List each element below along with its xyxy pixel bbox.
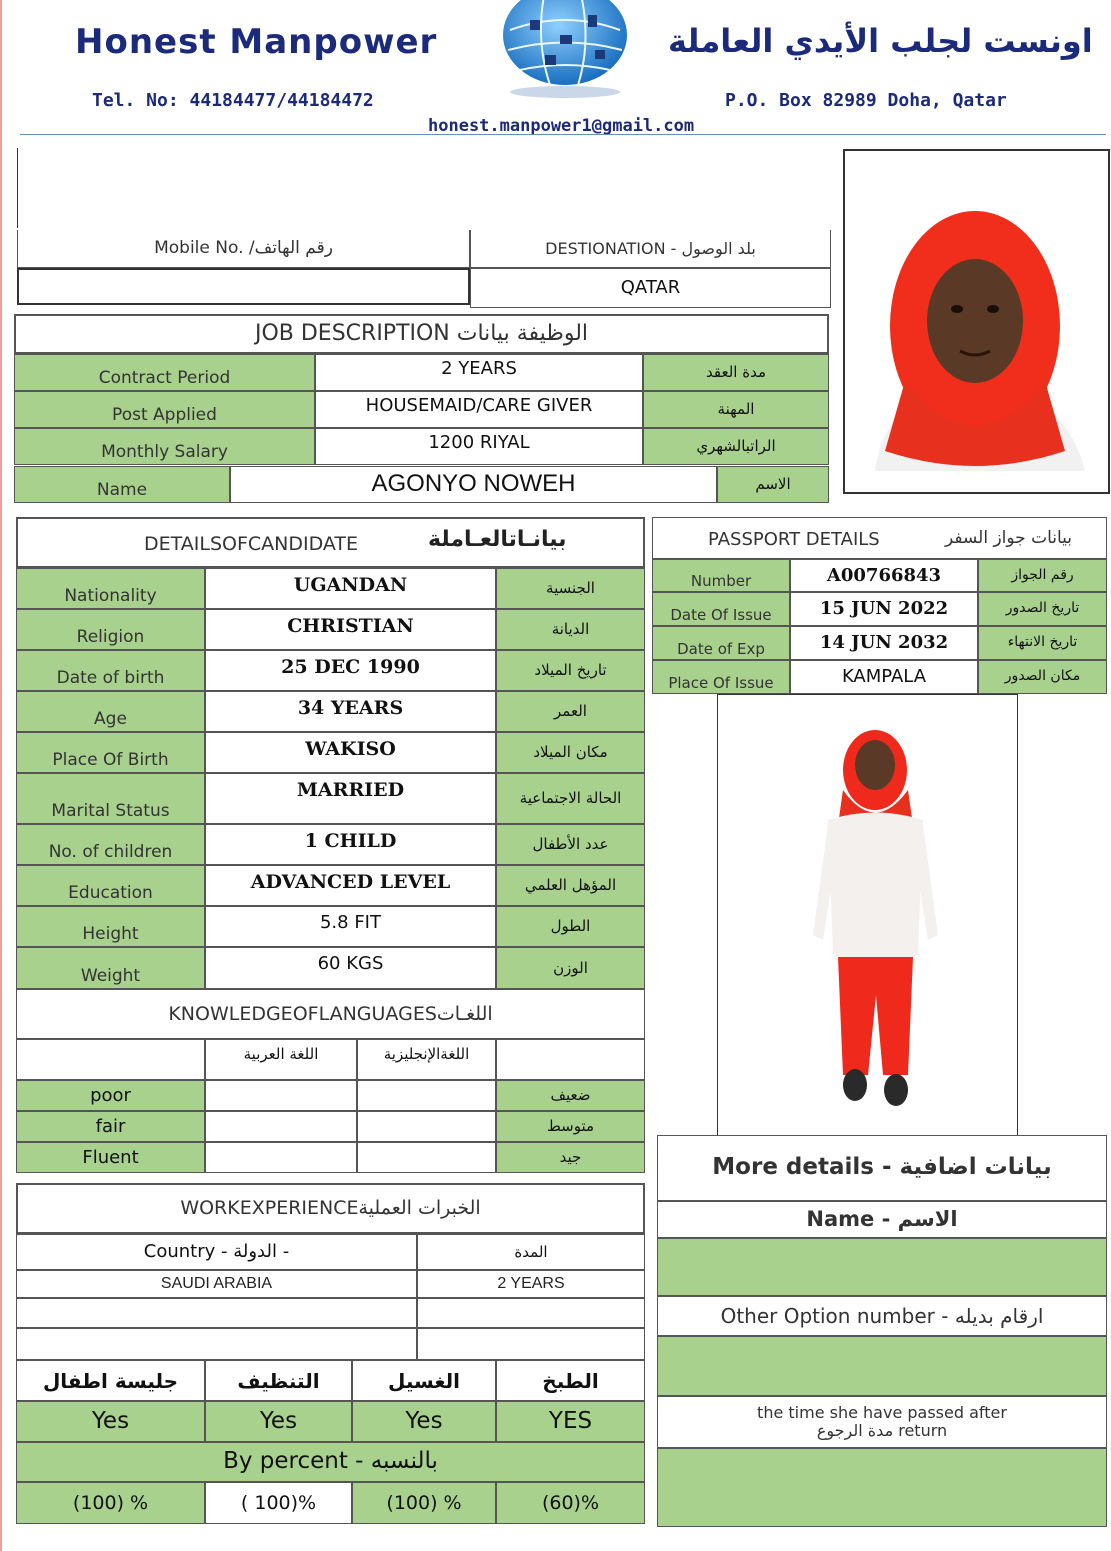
passport-row-value: 15 JUN 2022 [790, 592, 978, 626]
job-description-title: JOB DESCRIPTION الوظيفة بيانات [14, 314, 829, 354]
name-value: AGONYO NOWEH [230, 466, 717, 503]
more-details-title: More details - بيانات اضافية [657, 1135, 1107, 1201]
passport-row-label: Number [652, 559, 790, 592]
work-country: SAUDI ARABIA [16, 1270, 417, 1298]
candidate-row-label: Education [16, 865, 205, 906]
candidate-row-value: 34 YEARS [205, 691, 496, 732]
candidate-row-label: Weight [16, 947, 205, 989]
candidate-row-value: 5.8 FIT [205, 906, 496, 947]
globe-logo-icon [500, 0, 630, 100]
full-body-photo [717, 694, 1018, 1139]
languages-header-blank-right [496, 1039, 645, 1080]
candidate-row-label: Religion [16, 609, 205, 650]
language-arabic-cell [205, 1142, 357, 1173]
job-row-label-arabic: الراتبالشهري [643, 428, 829, 465]
top-left-border [17, 148, 18, 228]
skill-percent: (60)% [496, 1482, 645, 1524]
candidate-row-value: 1 CHILD [205, 824, 496, 865]
name-label-arabic: الاسم [717, 466, 829, 503]
skill-value: Yes [352, 1401, 496, 1442]
work-experience-title: WORKEXPERIENCEالخبرات العملية [16, 1183, 645, 1234]
language-arabic-header: اللغة العربية [205, 1039, 357, 1080]
telephone: Tel. No: 44184477/44184472 [92, 90, 374, 111]
language-level-label: fair [16, 1111, 205, 1142]
job-row-label: Contract Period [14, 354, 315, 391]
other-option-label: Other Option number - ارقام بديله [657, 1296, 1107, 1336]
candidate-row-value: 25 DEC 1990 [205, 650, 496, 691]
return-time-label: the time she have passed after مدة الرجوع return [657, 1396, 1107, 1448]
percent-label: By percent - بالنسبه [16, 1442, 645, 1482]
passport-row-value: A00766843 [790, 559, 978, 592]
job-row-label: Post Applied [14, 391, 315, 428]
candidate-row-label-arabic: الديانة [496, 609, 645, 650]
passport-row-value: 14 JUN 2032 [790, 626, 978, 660]
candidate-row-label-arabic: المؤهل العلمي [496, 865, 645, 906]
passport-row-label: Date Of Issue [652, 592, 790, 626]
candidate-title: DETAILSOFCANDIDATE [144, 533, 359, 555]
candidate-row-value: UGANDAN [205, 568, 496, 609]
candidate-row-label: Nationality [16, 568, 205, 609]
candidate-row-value: MARRIED [205, 773, 496, 824]
passport-row-value: KAMPALA [790, 660, 978, 694]
other-option-value [657, 1336, 1107, 1396]
destination-label: DESTIONATION - بلد الوصول [470, 230, 831, 268]
candidate-row-label: Marital Status [16, 773, 205, 824]
candidate-row-label: Date of birth [16, 650, 205, 691]
passport-row-label-arabic: مكان الصدور [978, 660, 1107, 694]
job-row-value: HOUSEMAID/CARE GIVER [315, 391, 643, 428]
skill-percent: (100) % [352, 1482, 496, 1524]
candidate-row-label-arabic: الوزن [496, 947, 645, 989]
work-row-blank [16, 1328, 417, 1360]
name-label: Name [14, 466, 230, 503]
more-name-value [657, 1238, 1107, 1296]
language-english-cell [357, 1142, 496, 1173]
candidate-row-label: Age [16, 691, 205, 732]
job-row-value: 2 YEARS [315, 354, 643, 391]
passport-row-label: Place Of Issue [652, 660, 790, 694]
duration-label: المدة [417, 1234, 645, 1270]
candidate-row-label-arabic: العمر [496, 691, 645, 732]
passport-title-box [652, 517, 1107, 559]
email: honest.manpower1@gmail.com [428, 116, 695, 136]
portrait-photo-image [845, 151, 1108, 492]
candidate-row-label: Height [16, 906, 205, 947]
language-english-header: اللغةالإنجليزية [357, 1039, 496, 1080]
job-row-value: 1200 RIYAL [315, 428, 643, 465]
skill-header: التنظيف [205, 1360, 352, 1401]
passport-row-label-arabic: رقم الجواز [978, 559, 1107, 592]
passport-row-label-arabic: تاريخ الانتهاء [978, 626, 1107, 660]
skill-percent: ( 100)% [205, 1482, 352, 1524]
brand-name: Honest Manpower [75, 22, 438, 62]
language-arabic-cell [205, 1080, 357, 1111]
passport-row-label: Date of Exp [652, 626, 790, 660]
language-arabic-cell [205, 1111, 357, 1142]
work-row-blank [16, 1298, 417, 1328]
portrait-photo [843, 149, 1110, 494]
language-level-label: poor [16, 1080, 205, 1111]
skill-value: YES [496, 1401, 645, 1442]
candidate-row-label-arabic: مكان الميلاد [496, 732, 645, 773]
skill-header: الطبخ [496, 1360, 645, 1401]
candidate-row-value: ADVANCED LEVEL [205, 865, 496, 906]
full-body-photo-image [718, 695, 1017, 1138]
po-box: P.O. Box 82989 Doha, Qatar [725, 90, 1007, 111]
header-divider [20, 134, 1106, 135]
skill-value: Yes [16, 1401, 205, 1442]
destination-value: QATAR [470, 268, 831, 308]
candidate-row-label-arabic: عدد الأطفال [496, 824, 645, 865]
languages-header-blank [16, 1039, 205, 1080]
candidate-row-value: 60 KGS [205, 947, 496, 989]
language-level-label-arabic: جيد [496, 1142, 645, 1173]
skill-percent: (100) % [16, 1482, 205, 1524]
skill-value: Yes [205, 1401, 352, 1442]
mobile-value [17, 268, 470, 305]
candidate-row-label-arabic: الجنسية [496, 568, 645, 609]
language-level-label-arabic: متوسط [496, 1111, 645, 1142]
mobile-label: Mobile No. /رقم الهاتف [17, 230, 470, 268]
candidate-title-box [16, 517, 645, 568]
passport-row-label-arabic: تاريخ الصدور [978, 592, 1107, 626]
work-row-blank [417, 1298, 645, 1328]
candidate-row-label: Place Of Birth [16, 732, 205, 773]
brand-name-arabic: اونست لجلب الأيدي العاملة [668, 22, 1093, 60]
more-name-label: Name - الاسم [657, 1201, 1107, 1238]
return-time-value [657, 1448, 1107, 1527]
languages-title: KNOWLEDGEOFLANGUAGESاللغـات [16, 989, 645, 1039]
work-row-blank [417, 1328, 645, 1360]
candidate-row-label-arabic: تاريخ الميلاد [496, 650, 645, 691]
language-level-label: Fluent [16, 1142, 205, 1173]
candidate-title-arabic: بيانـاتالعـاملة [428, 527, 567, 552]
job-row-label: Monthly Salary [14, 428, 315, 465]
skill-header: الغسيل [352, 1360, 496, 1401]
language-english-cell [357, 1080, 496, 1111]
candidate-row-label-arabic: الحالة الاجتماعية [496, 773, 645, 824]
skill-header: جليسة اطفال [16, 1360, 205, 1401]
language-english-cell [357, 1111, 496, 1142]
candidate-row-value: WAKISO [205, 732, 496, 773]
passport-title-arabic: بيانات جواز السفر [945, 528, 1073, 548]
job-row-label-arabic: مدة العقد [643, 354, 829, 391]
language-level-label-arabic: ضعيف [496, 1080, 645, 1111]
left-margin-line [0, 0, 2, 1551]
candidate-row-label-arabic: الطول [496, 906, 645, 947]
job-row-label-arabic: المهنة [643, 391, 829, 428]
candidate-row-label: No. of children [16, 824, 205, 865]
country-label: Country - الدولة - [16, 1234, 417, 1270]
candidate-row-value: CHRISTIAN [205, 609, 496, 650]
passport-title: PASSPORT DETAILS [708, 529, 880, 550]
work-duration: 2 YEARS [417, 1270, 645, 1298]
